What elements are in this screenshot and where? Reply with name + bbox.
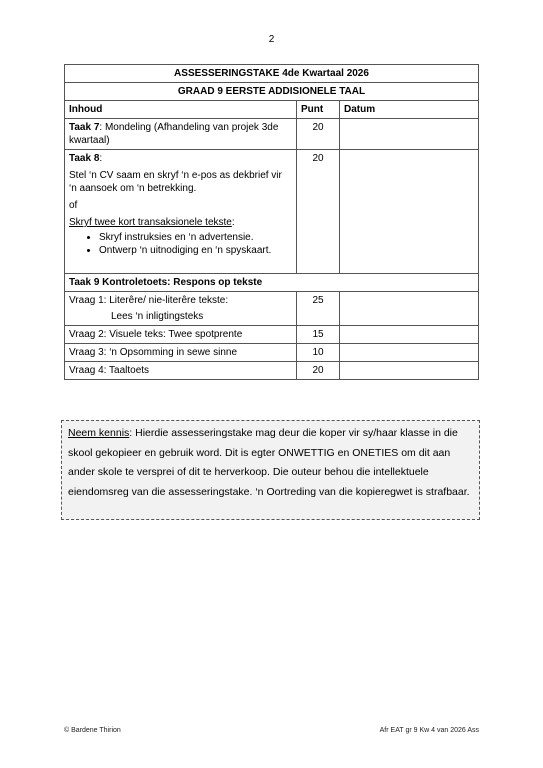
taak8-punt: 20 xyxy=(297,150,340,274)
table-row xyxy=(65,344,479,362)
footer-document-id: Afr EAT gr 9 Kw 4 van 2026 Ass xyxy=(379,727,479,734)
vraag4-punt: 20 xyxy=(297,362,340,380)
table-row xyxy=(65,150,479,274)
table-header-row xyxy=(65,101,479,119)
taak7-text: : Mondeling (Afhandeling van projek 3de kwartaal) xyxy=(69,122,279,146)
vraag2-punt: 15 xyxy=(297,326,340,344)
taak8-datum xyxy=(340,150,479,274)
table-subtitle: GRAAD 9 EERSTE ADDISIONELE TAAL xyxy=(65,83,479,101)
vraag3-datum xyxy=(340,344,479,362)
taak8-underlined-suffix: : xyxy=(231,217,235,228)
header-punt: Punt xyxy=(297,101,340,119)
table-row xyxy=(65,292,479,326)
table-row xyxy=(65,119,479,150)
taak8-underlined-line xyxy=(69,216,292,229)
vraag2-datum xyxy=(340,326,479,344)
list-item: • Ontwerp ‘n uitnodiging en ‘n spyskaart. xyxy=(99,244,292,257)
taak8-bullet-list xyxy=(69,231,292,257)
footer-author: © Bardene Thirion xyxy=(64,727,121,734)
assessment-table xyxy=(64,64,479,380)
taak8-cell xyxy=(65,150,297,274)
taak7-label: Taak 7 xyxy=(69,122,100,133)
vraag1-datum xyxy=(340,292,479,326)
copyright-notice xyxy=(61,420,480,520)
list-item: • Skryf instruksies en ‘n advertensie. xyxy=(99,231,292,244)
notice-text: : Hierdie assesseringstake mag deur die koper vir sy/haar klasse in die skool gekopieer en gebruik word. Dit is egter ONWETTIG en ONETIES om dit aan ander skole te versprei of dit te herverkoop. Die outeur behou die intellektuele eiendomsreg van die assesseringstake. ‘n Oortreding van die kopieregwet is strafbaar. xyxy=(68,427,470,498)
vraag2-cell: Vraag 2: Visuele teks: Twee spotprente xyxy=(65,326,297,344)
taak8-line1: Stel ‘n CV saam en skryf ‘n e-pos as dekbrief vir ‘n aansoek om ‘n betrekking. xyxy=(69,170,282,194)
table-subtitle-row xyxy=(65,83,479,101)
vraag1-punt: 25 xyxy=(297,292,340,326)
vraag4-datum xyxy=(340,362,479,380)
taak8-label: Taak 8 xyxy=(69,153,100,164)
vraag4-cell: Vraag 4: Taaltoets xyxy=(65,362,297,380)
taak7-cell xyxy=(65,119,297,150)
taak8-underlined: Skryf twee kort transaksionele tekste xyxy=(69,217,232,228)
taak9-header-row xyxy=(65,274,479,292)
header-datum: Datum xyxy=(340,101,479,119)
vraag1-cell xyxy=(65,292,297,326)
taak9-header: Taak 9 Kontroletoets: Respons op tekste xyxy=(65,274,479,292)
page-number: 2 xyxy=(268,34,275,45)
notice-lead: Neem kennis xyxy=(68,427,130,439)
vraag1-line1: Vraag 1: Literêre/ nie-literêre tekste: xyxy=(69,295,229,306)
table-row xyxy=(65,326,479,344)
table-row xyxy=(65,362,479,380)
vraag3-cell: Vraag 3: ‘n Opsomming in sewe sinne xyxy=(65,344,297,362)
taak8-of: of xyxy=(69,200,78,211)
taak7-punt: 20 xyxy=(297,119,340,150)
table-title-row xyxy=(65,65,479,83)
taak7-datum xyxy=(340,119,479,150)
header-inhoud: Inhoud xyxy=(65,101,297,119)
table-title: ASSESSERINGSTAKE 4de Kwartaal 2026 xyxy=(65,65,479,83)
taak8-colon: : xyxy=(99,153,103,164)
vraag3-punt: 10 xyxy=(297,344,340,362)
vraag1-line2: Lees ‘n inligtingsteks xyxy=(111,311,204,322)
